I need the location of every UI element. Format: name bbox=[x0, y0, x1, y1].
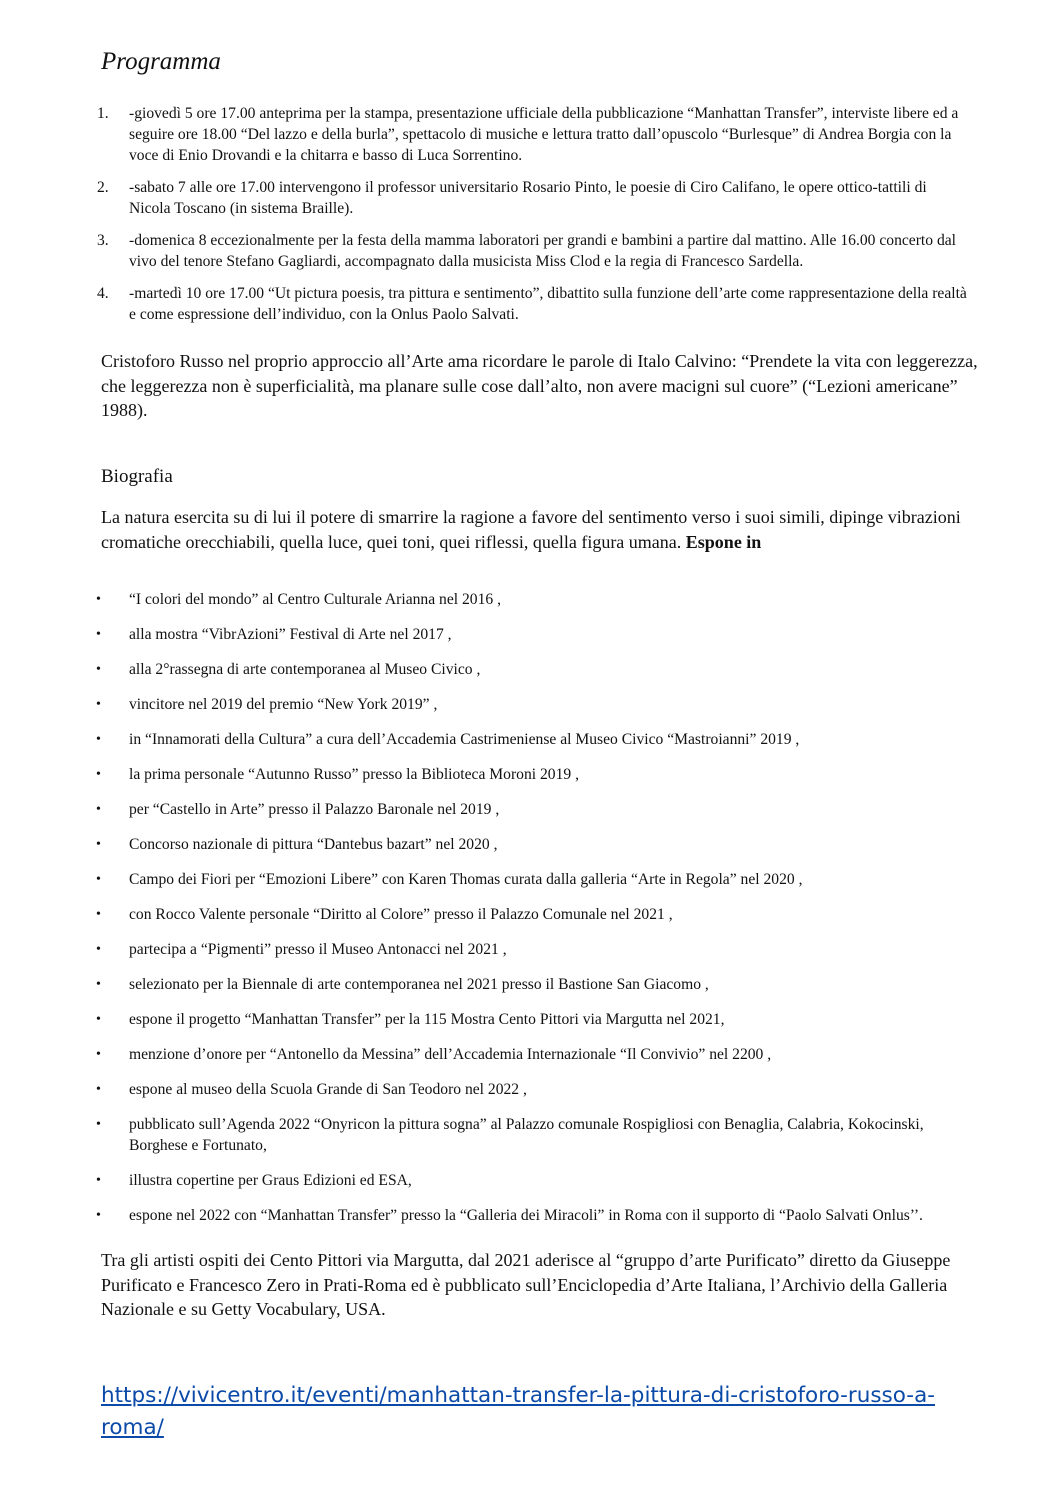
bullet-icon: • bbox=[96, 1082, 101, 1097]
bullet-icon: • bbox=[96, 837, 101, 852]
exhibition-item bbox=[0, 800, 1061, 821]
programma-item-text: -martedì 10 ore 17.00 “Ut pictura poesis, tra pittura e sentimento”, dibattito sulla funzione dell’arte come rappresentazione della realtà e come espressione dell’individuo, con la Onlus Paolo Salvati. bbox=[129, 285, 967, 323]
programma-list bbox=[0, 103, 1061, 325]
exhibition-text: vincitore nel 2019 del premio “New York 2019” , bbox=[129, 696, 438, 713]
programma-item bbox=[0, 230, 1061, 272]
exhibition-item bbox=[0, 1045, 1061, 1066]
bullet-icon: • bbox=[96, 627, 101, 642]
exhibition-item bbox=[0, 765, 1061, 786]
exhibition-text: espone il progetto “Manhattan Transfer” per la 115 Mostra Cento Pittori via Margutta nel 2021, bbox=[129, 1011, 725, 1028]
source-link[interactable]: https://vivicentro.it/eventi/manhattan-transfer-la-pittura-di-cristoforo-russo-a-roma/ bbox=[101, 1383, 935, 1440]
exhibition-item bbox=[0, 1080, 1061, 1101]
exhibition-text: illustra copertine per Graus Edizioni ed ESA, bbox=[129, 1171, 412, 1189]
exhibition-text: espone nel 2022 con “Manhattan Transfer” presso la “Galleria dei Miracoli” in Roma con il supporto di “Paolo Salvati Onlus’’. bbox=[129, 1206, 923, 1224]
programma-heading: Programma bbox=[101, 48, 221, 75]
exhibition-item bbox=[0, 590, 1061, 611]
biografia-intro-paragraph bbox=[101, 505, 981, 554]
biografia-closing-paragraph: Tra gli artisti ospiti dei Cento Pittori via Margutta, dal 2021 aderisce al “gruppo d’arte Purificato” diretto da Giuseppe Purificato e Francesco Zero in Prati-Roma ed è pubblicato sull’Enciclopedia d’Arte Italiana, l’Archivio della Galleria Nazionale e su Getty Vocabulary, USA. bbox=[101, 1250, 951, 1319]
bullet-icon: • bbox=[96, 1117, 101, 1132]
bullet-icon: • bbox=[96, 1012, 101, 1027]
programma-item-number: 3. bbox=[97, 232, 109, 249]
exhibition-text: “I colori del mondo” al Centro Culturale Arianna nel 2016 , bbox=[129, 591, 501, 608]
exhibition-item bbox=[0, 940, 1061, 961]
exhibition-item bbox=[0, 730, 1061, 751]
programma-item-number: 4. bbox=[97, 285, 109, 302]
bullet-icon: • bbox=[96, 802, 101, 817]
exhibition-item bbox=[0, 905, 1061, 926]
biografia-intro-text: La natura esercita su di lui il potere di smarrire la ragione a favore del sentimento verso i suoi simili, dipinge vibrazioni cromatiche orecchiabili, quella luce, quei toni, quei riflessi, quella figura umana. bbox=[101, 507, 961, 552]
bullet-icon: • bbox=[96, 1047, 101, 1062]
calvino-quote-paragraph: Cristoforo Russo nel proprio approccio all’Arte ama ricordare le parole di Italo Calvino: “Prendete la vita con leggerezza, che leggerezza non è superficialità, ma planare sulle cose dall’alto, non avere macigni sul cuore” (“Lezioni americane” 1988). bbox=[101, 351, 978, 420]
exhibition-text: pubblicato sull’Agenda 2022 “Onyricon la pittura sogna” al Palazzo comunale Rospigliosi con Benaglia, Calabria, Kokocinski, Borghese e Fortunato, bbox=[129, 1116, 924, 1154]
biografia-intro-bold: Espone in bbox=[685, 531, 762, 552]
exhibition-item bbox=[0, 660, 1061, 681]
bullet-icon: • bbox=[96, 907, 101, 922]
exhibition-item bbox=[0, 870, 1061, 891]
exhibition-text: menzione d’onore per “Antonello da Messina” dell’Accademia Internazionale “Il Convivio” nel 2200 , bbox=[129, 1046, 772, 1063]
bullet-icon: • bbox=[96, 1207, 101, 1223]
exhibition-text: in “Innamorati della Cultura” a cura dell’Accademia Castrimeniense al Museo Civico “Mastroianni” 2019 , bbox=[129, 731, 800, 748]
bullet-icon: • bbox=[96, 942, 101, 957]
exhibition-item bbox=[0, 835, 1061, 856]
exhibitions-list bbox=[0, 590, 1061, 1241]
exhibition-text: Campo dei Fiori per “Emozioni Libere” con Karen Thomas curata dalla galleria “Arte in Regola” nel 2020 , bbox=[129, 871, 803, 888]
exhibition-item bbox=[0, 1171, 1061, 1192]
exhibition-item bbox=[0, 1115, 1061, 1156]
exhibition-text: alla mostra “VibrAzioni” Festival di Arte nel 2017 , bbox=[129, 626, 452, 643]
exhibition-item bbox=[0, 695, 1061, 716]
bullet-icon: • bbox=[96, 977, 101, 992]
programma-item bbox=[0, 103, 1061, 166]
bullet-icon: • bbox=[96, 697, 101, 712]
exhibition-text: espone al museo della Scuola Grande di San Teodoro nel 2022 , bbox=[129, 1081, 527, 1098]
exhibition-item bbox=[0, 1206, 1061, 1227]
exhibition-item bbox=[0, 1010, 1061, 1031]
programma-item bbox=[0, 283, 1061, 325]
programma-item-text: -giovedì 5 ore 17.00 anteprima per la stampa, presentazione ufficiale della pubblicazione “Manhattan Transfer”, interviste libere ed a seguire ore 18.00 “Del lazzo e della burla”, spettacolo di musiche e lettura tratto dall’opuscolo “Burlesque” di Andrea Borgia con la voce di Enio Drovandi e la chitarra e basso di Luca Sorrentino. bbox=[129, 105, 959, 164]
programma-item-text: -domenica 8 eccezionalmente per la festa della mamma laboratori per grandi e bambini a partire dal mattino. Alle 16.00 concerto dal vivo del tenore Stefano Gagliardi, accompagnato dalla musicista Miss Clod e la regia di Francesco Sardella. bbox=[129, 232, 956, 270]
bullet-icon: • bbox=[96, 732, 101, 747]
programma-item-text: -sabato 7 alle ore 17.00 intervengono il professor universitario Rosario Pinto, le poesie di Ciro Califano, le opere ottico-tattili di Nicola Toscano (in sistema Braille). bbox=[129, 179, 927, 217]
bullet-icon: • bbox=[96, 592, 101, 607]
programma-item-number: 2. bbox=[97, 179, 109, 196]
bullet-icon: • bbox=[96, 872, 101, 887]
exhibition-text: per “Castello in Arte” presso il Palazzo Baronale nel 2019 , bbox=[129, 801, 500, 818]
exhibition-text: partecipa a “Pigmenti” presso il Museo Antonacci nel 2021 , bbox=[129, 941, 507, 958]
programma-item-number: 1. bbox=[97, 105, 109, 122]
programma-item bbox=[0, 177, 1061, 219]
bullet-icon: • bbox=[96, 662, 101, 677]
exhibition-text: la prima personale “Autunno Russo” presso la Biblioteca Moroni 2019 , bbox=[129, 766, 579, 783]
exhibition-text: selezionato per la Biennale di arte contemporanea nel 2021 presso il Bastione San Giacomo , bbox=[129, 976, 709, 993]
exhibition-text: Concorso nazionale di pittura “Dantebus bazart” nel 2020 , bbox=[129, 836, 498, 853]
exhibition-item bbox=[0, 625, 1061, 646]
exhibition-text: con Rocco Valente personale “Diritto al Colore” presso il Palazzo Comunale nel 2021 , bbox=[129, 906, 673, 923]
bullet-icon: • bbox=[96, 1172, 101, 1188]
exhibition-text: alla 2°rassegna di arte contemporanea al Museo Civico , bbox=[129, 661, 481, 678]
bullet-icon: • bbox=[96, 767, 101, 782]
biografia-heading: Biografia bbox=[101, 466, 173, 487]
exhibition-item bbox=[0, 975, 1061, 996]
